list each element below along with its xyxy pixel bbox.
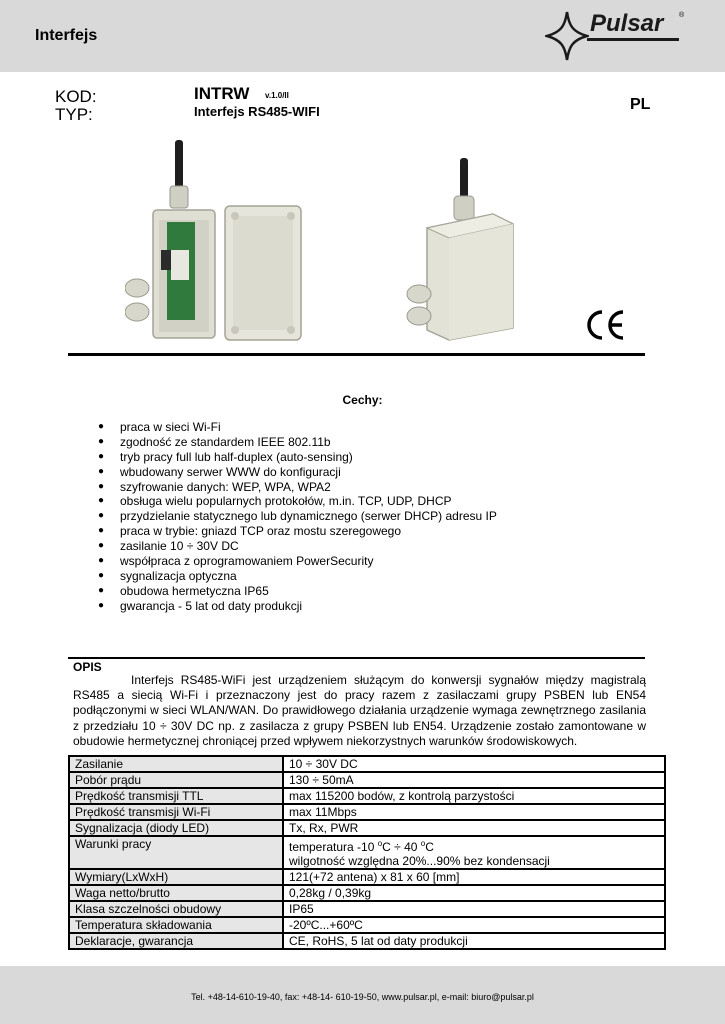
list-item: ● przydzielanie statycznego lub dynamicznego (serwer DHCP) adresu IP xyxy=(98,509,497,524)
product-description: Interfejs RS485-WIFI xyxy=(194,104,320,119)
list-item: ● tryb pracy full lub half-duplex (auto-sensing) xyxy=(98,449,353,464)
logo-wordmark: Pulsar xyxy=(590,10,664,37)
list-item: ● praca w sieci Wi-Fi xyxy=(98,420,221,434)
list-item: ● wbudowany serwer WWW do konfiguracji xyxy=(98,464,341,479)
description-title: OPIS xyxy=(73,660,102,674)
list-item: ● zasilanie 10 ÷ 30V DC xyxy=(98,539,239,554)
description-text: Interfejs RS485-WiFi jest urządzeniem służącym do konwersji sygnałów między magistralą RS485 a siecią Wi-Fi i przeznaczony jest do pracy razem z zasilaczami grupy PSBEN lub EN54 podłączonymi w sieci WLAN/WAN. Do prawidłowego działania urządzenie wymaga zewnętrznego zasilania z przedziału 10 ÷ 30V DC np. z zasilacza z grupy PSBEN lub EN54. Urządzenie zostało zamontowane w obudowie hermetycznej chroniącej przed wpływem niekorzystnych warunków środowiskowych. xyxy=(73,673,646,748)
typ-label: TYP: xyxy=(55,105,93,124)
page-header-title: Interfejs xyxy=(35,27,98,44)
table-row: Prędkość transmisji TTL max 115200 bodów, z kontrolą parzystości xyxy=(69,788,665,804)
table-row: Pobór prądu 130 ÷ 50mA xyxy=(69,772,665,788)
list-item: ● sygnalizacja optyczna xyxy=(98,568,237,583)
product-model: INTRW xyxy=(194,84,250,103)
footer-contact: Tel. +48-14-610-19-40, fax: +48-14- 610-19-50, www.pulsar.pl, e-mail: biuro@pulsar.pl xyxy=(191,992,534,1002)
pulsar-logo xyxy=(545,8,695,64)
list-item: ● praca w trybie: gniazd TCP oraz mostu szeregowego xyxy=(98,524,402,539)
table-row: Warunki pracy temperatura -10 $^o$C ÷ 40 $^o$C wilgotność względna 20%...90% bez kondensacji xyxy=(69,836,665,869)
list-item: ● zgodność ze standardem IEEE 802.11b xyxy=(98,434,331,449)
kod-label: KOD: xyxy=(55,87,97,106)
table-row: Temperatura składowania -20ºC...+60ºC xyxy=(69,917,665,933)
product-photo-closed xyxy=(405,158,520,343)
table-row: Klasa szczelności obudowy IP65 xyxy=(69,901,665,917)
language-code: PL xyxy=(630,96,651,113)
features-title: Cechy: xyxy=(342,393,383,407)
product-photo-open xyxy=(125,140,310,345)
operating-humidity: wilgotność względna 20%...90% bez kondensacji xyxy=(289,854,550,868)
table-row: Waga netto/brutto 0,28kg / 0,39kg xyxy=(69,885,665,901)
product-version: v.1.0/II xyxy=(265,91,289,100)
operating-temperature: temperatura -10 $^o$C ÷ 40 $^o$C xyxy=(289,839,434,854)
table-row: Sygnalizacja (diody LED) Tx, Rx, PWR xyxy=(69,820,665,836)
list-item: ● obudowa hermetyczna IP65 xyxy=(98,583,269,598)
list-item: ● obsługa wielu popularnych protokołów, m.in. TCP, UDP, DHCP xyxy=(98,494,452,509)
logo-underline xyxy=(587,38,679,41)
logo-registered-mark: ® xyxy=(679,12,685,19)
pulsar-star-icon xyxy=(545,8,589,64)
list-item: ● szyfrowanie danych: WEP, WPA, WPA2 xyxy=(98,479,331,494)
table-row: Deklaracje, gwarancja CE, RoHS, 5 lat od daty produkcji xyxy=(69,933,665,949)
table-row: Prędkość transmisji Wi-Fi max 11Mbps xyxy=(69,804,665,820)
table-row: Wymiary(LxWxH) 121(+72 antena) x 81 x 60 [mm] xyxy=(69,869,665,885)
specifications-table xyxy=(68,755,666,950)
table-row: Zasilanie 10 ÷ 30V DC xyxy=(69,756,665,772)
list-item: ● gwarancja - 5 lat od daty produkcji xyxy=(98,598,303,613)
features-list xyxy=(96,420,497,614)
ce-mark-icon xyxy=(585,308,627,342)
list-item: ● współpraca z oprogramowaniem PowerSecurity xyxy=(98,554,374,569)
section-divider xyxy=(68,353,645,356)
ce-mark-label: CE xyxy=(585,308,587,309)
